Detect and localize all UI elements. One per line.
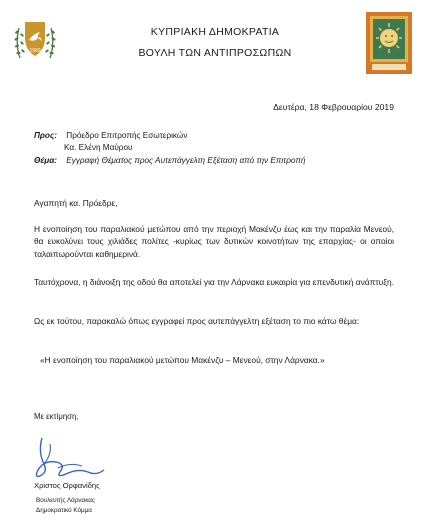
quoted-topic: «Η ενοποίηση του παραλιακού μετώπου Μακένζυ – Μενεού, στην Λάρνακα.»: [40, 355, 325, 365]
subject-block: [34, 156, 305, 165]
signer-name: Χρίστος Ορφανίδης: [34, 481, 100, 490]
salutation: Αγαπητή κα. Πρόεδρε,: [34, 198, 118, 208]
letterhead-line-1: ΚΥΠΡΙΑΚΗ ΔΗΜΟΚΡΑΤΙΑ: [150, 26, 280, 38]
signer-title-2: Δημοκρατικό Κόμμα: [36, 507, 92, 514]
body-paragraph-1: Η ενοποίηση του παραλιακού μετώπου από την περιοχή Μακένζυ έως και την παραλία Μενεού, θα ευκολύνει τους χιλιάδες πολίτες -κυρίως των δυτικών κοινοτήτων της επαρχίας- οι οποίοι ταλαιπωρούνται καθημερινά.: [34, 224, 394, 259]
body-paragraph-3: Ως εκ τούτου, παρακαλώ όπως εγγραφεί προς αυτεπάγγελτη εξέταση το πιο κάτω θέμα:: [34, 316, 360, 326]
to-label: Προς:: [34, 131, 57, 140]
signer-title-1: Βουλευτής Λάρνακας: [36, 497, 95, 504]
cyprus-coat-of-arms-icon: [14, 14, 56, 64]
parliament-sun-logo-icon: [366, 12, 412, 74]
signature-image: [30, 432, 110, 482]
closing: Με εκτίμηση,: [34, 412, 79, 421]
recipient-block: [34, 131, 187, 140]
recipient-line-1: Πρόεδρο Επιτροπής Εσωτερικών: [66, 131, 188, 140]
letterhead-line-2: ΒΟΥΛΗ ΤΩΝ ΑΝΤΙΠΡΟΣΩΠΩΝ: [138, 47, 292, 59]
body-paragraph-2: Ταυτόχρονα, η διάνοιξη της οδού θα αποτελεί για την Λάρνακα ευκαιρία για επενδυτική ανάπτυξη.: [34, 277, 394, 287]
subject-label: Θέμα:: [34, 156, 58, 165]
svg-text:1960: 1960: [29, 48, 41, 54]
subject-text: Εγγραφή Θέματος προς Αυτεπάγγελτη Εξέταση από την Επιτροπή: [66, 156, 306, 165]
recipient-line-2: Κα. Ελένη Μαύρου: [64, 143, 133, 152]
letter-date: Δευτέρα, 18 Φεβρουαρίου 2019: [273, 102, 394, 112]
